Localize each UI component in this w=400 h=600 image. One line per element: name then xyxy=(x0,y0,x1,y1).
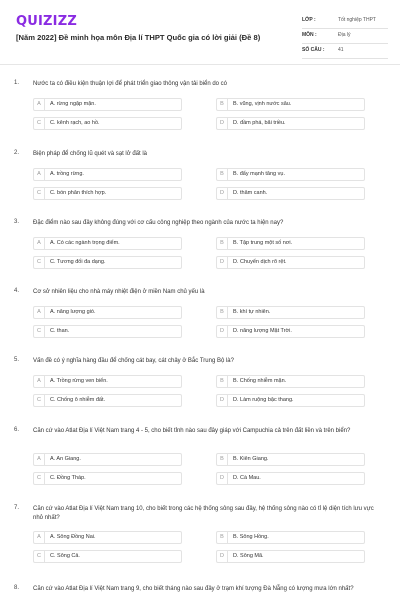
answer-option-a[interactable] xyxy=(33,168,182,181)
option-letter: C xyxy=(34,395,45,406)
worksheet-header xyxy=(0,0,400,64)
answer-option-c[interactable] xyxy=(33,256,182,269)
option-text: D. năng lượng Mặt Trời. xyxy=(233,328,292,334)
meta-value: 41 xyxy=(338,47,344,53)
quizizz-logo: QUIZIZZ xyxy=(16,14,77,29)
question-text: Đặc điểm nào sau đây không đúng với cơ cấu công nghiệp theo ngành của nước ta hiện nay? xyxy=(33,220,284,226)
option-text: A. rừng ngập mặn. xyxy=(50,101,96,107)
option-letter: B xyxy=(217,307,228,318)
option-letter: A xyxy=(34,454,45,465)
option-letter: A xyxy=(34,238,45,249)
option-text: B. Chống nhiễm mặn. xyxy=(233,378,287,384)
answer-option-d[interactable] xyxy=(216,187,365,200)
question-number: 5. xyxy=(14,357,20,363)
option-letter: B xyxy=(217,169,228,180)
option-text: D. Chuyển dịch rõ rệt. xyxy=(233,259,287,265)
meta-value: Tốt nghiệp THPT xyxy=(338,17,376,23)
option-text: B. vũng, vịnh nước sâu. xyxy=(233,101,292,107)
meta-row-count xyxy=(302,44,388,59)
answer-option-d[interactable] xyxy=(216,394,365,407)
question-text: Nước ta có điều kiện thuận lợi để phát triển giao thông vận tải biển do có xyxy=(33,81,228,87)
option-text: A. An Giang. xyxy=(50,456,81,462)
option-letter: D xyxy=(217,473,228,484)
answer-option-b[interactable] xyxy=(216,306,365,319)
question-text: Vấn đề có ý nghĩa hàng đầu để chống cát bay, cát chảy ở Bắc Trung Bộ là? xyxy=(33,358,234,364)
option-letter: D xyxy=(217,326,228,337)
answer-option-c[interactable] xyxy=(33,325,182,338)
option-letter: B xyxy=(217,99,228,110)
answer-option-b[interactable] xyxy=(216,98,365,111)
option-text: C. Chống ô nhiễm đất. xyxy=(50,397,106,403)
option-letter: B xyxy=(217,376,228,387)
option-letter: A xyxy=(34,532,45,543)
option-letter: A xyxy=(34,307,45,318)
answer-option-d[interactable] xyxy=(216,325,365,338)
option-text: B. Tập trung một số nơi. xyxy=(233,240,293,246)
question-text: Biện pháp để chống lũ quét và sạt lở đất là xyxy=(33,151,148,157)
question-number: 8. xyxy=(14,585,20,591)
answer-option-c[interactable] xyxy=(33,550,182,563)
question-text: Căn cứ vào Atlat Địa lí Việt Nam trang 4 - 5, cho biết tỉnh nào sau đây giáp với Campuchia cả trên đất liền và trên biển? xyxy=(33,428,351,434)
option-letter: C xyxy=(34,257,45,268)
question-text: Cơ sở nhiên liệu cho nhà máy nhiệt điện ở miền Nam chủ yếu là xyxy=(33,289,205,295)
question-number: 6. xyxy=(14,427,20,433)
option-text: D. Cà Mau. xyxy=(233,475,261,481)
header-divider xyxy=(0,64,400,65)
option-text: D. thâm canh. xyxy=(233,190,268,196)
option-text: A. trồng rừng. xyxy=(50,171,84,177)
answer-option-a[interactable] xyxy=(33,453,182,466)
option-text: D. đầm phá, bãi triều. xyxy=(233,120,286,126)
option-text: C. Tương đối đa dạng. xyxy=(50,259,106,265)
answer-option-c[interactable] xyxy=(33,187,182,200)
option-letter: D xyxy=(217,257,228,268)
answer-option-a[interactable] xyxy=(33,98,182,111)
option-text: B. đẩy mạnh tăng vụ. xyxy=(233,171,285,177)
answer-option-d[interactable] xyxy=(216,256,365,269)
answer-option-a[interactable] xyxy=(33,306,182,319)
answer-option-d[interactable] xyxy=(216,472,365,485)
option-text: B. Sông Hồng. xyxy=(233,534,269,540)
option-letter: C xyxy=(34,118,45,129)
meta-value: Địa lý xyxy=(338,32,351,38)
option-text: C. than. xyxy=(50,328,70,334)
answer-option-d[interactable] xyxy=(216,550,365,563)
question-number: 1. xyxy=(14,80,20,86)
option-letter: B xyxy=(217,532,228,543)
meta-row-subject xyxy=(302,29,388,44)
answer-option-c[interactable] xyxy=(33,472,182,485)
option-letter: C xyxy=(34,326,45,337)
answer-option-c[interactable] xyxy=(33,117,182,130)
meta-label: MÔN : xyxy=(302,32,317,38)
question-number: 3. xyxy=(14,219,20,225)
option-letter: B xyxy=(217,454,228,465)
option-text: A. Trồng rừng ven biển. xyxy=(50,378,108,384)
option-text: C. Sông Cả. xyxy=(50,553,80,559)
option-letter: C xyxy=(34,551,45,562)
answer-option-b[interactable] xyxy=(216,531,365,544)
option-text: A. năng lượng gió. xyxy=(50,309,96,315)
question-text: Căn cứ vào Atlat Địa lí Việt Nam trang 9, cho biết tháng nào sau đây ở trạm khí tượng Đà Nẵng có lượng mưa lớn nhất? xyxy=(33,586,354,592)
option-text: C. kênh rạch, ao hồ. xyxy=(50,120,100,126)
worksheet-title: [Năm 2022] Đề minh họa môn Địa lí THPT Quốc gia có lời giải (Đề 8) xyxy=(16,33,261,42)
option-text: B. khí tự nhiên. xyxy=(233,309,271,315)
worksheet-meta xyxy=(302,14,388,59)
question-number: 2. xyxy=(14,150,20,156)
option-letter: A xyxy=(34,99,45,110)
option-letter: D xyxy=(217,551,228,562)
answer-option-b[interactable] xyxy=(216,237,365,250)
question-number: 7. xyxy=(14,505,20,511)
answer-option-d[interactable] xyxy=(216,117,365,130)
option-text: D. Làm ruộng bậc thang. xyxy=(233,397,294,403)
option-text: C. Đồng Tháp. xyxy=(50,475,86,481)
meta-label: SỐ CÂU : xyxy=(302,47,325,53)
answer-option-a[interactable] xyxy=(33,237,182,250)
option-letter: A xyxy=(34,169,45,180)
answer-option-b[interactable] xyxy=(216,168,365,181)
option-text: A. Sông Đồng Nai. xyxy=(50,534,96,540)
answer-option-b[interactable] xyxy=(216,453,365,466)
question-number: 4. xyxy=(14,288,20,294)
answer-option-c[interactable] xyxy=(33,394,182,407)
option-text: A. Có các ngành trọng điểm. xyxy=(50,240,120,246)
option-letter: B xyxy=(217,238,228,249)
option-letter: D xyxy=(217,395,228,406)
answer-option-b[interactable] xyxy=(216,375,365,388)
meta-label: LỚP : xyxy=(302,17,316,23)
option-letter: C xyxy=(34,188,45,199)
option-letter: D xyxy=(217,188,228,199)
answer-option-a[interactable] xyxy=(33,531,182,544)
option-text: C. bón phân thích hợp. xyxy=(50,190,107,196)
option-letter: C xyxy=(34,473,45,484)
option-text: D. Sông Mã. xyxy=(233,553,264,559)
meta-row-class xyxy=(302,14,388,29)
answer-option-a[interactable] xyxy=(33,375,182,388)
option-text: B. Kiên Giang. xyxy=(233,456,269,462)
option-letter: A xyxy=(34,376,45,387)
option-letter: D xyxy=(217,118,228,129)
question-text: Căn cứ vào Atlat Địa lí Việt Nam trang 10, cho biết trong các hệ thống sông sau đây, hệ thống sông nào có tỉ lệ diện tích lưu vực nhỏ nhất? xyxy=(33,506,374,521)
